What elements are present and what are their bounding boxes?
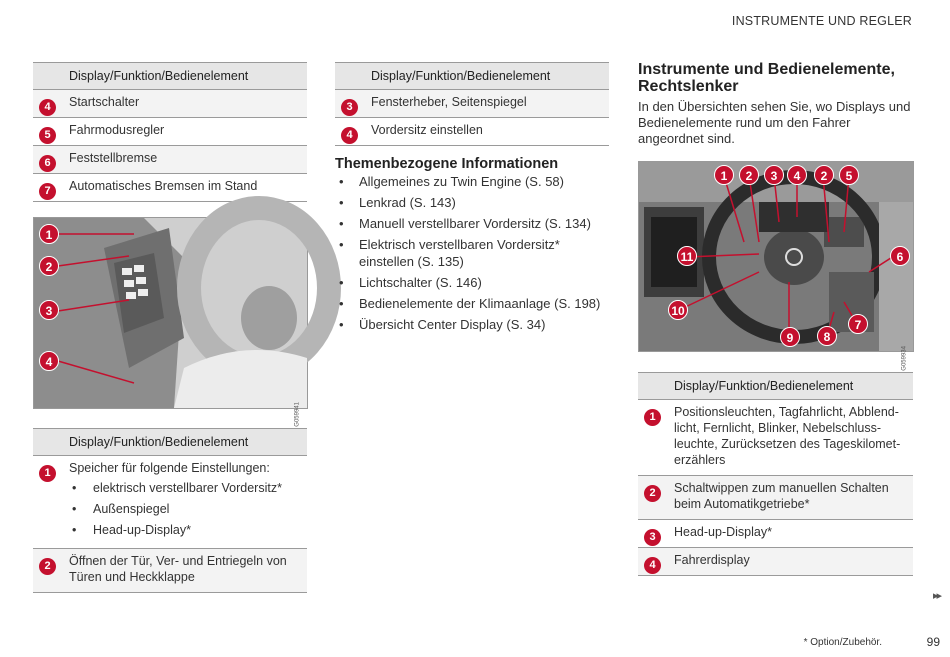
table-row <box>33 146 307 174</box>
row-text: Öffnen der Tür, Ver- und Entriegeln von Türen und Heckklappe <box>63 549 307 593</box>
row-text: Positionsleuchten, Tagfahrlicht, Abblend-licht, Fernlicht, Blinker, Nebelschluss-leuchte, Zurücksetzen des Tageskilomet-erzählers <box>668 400 913 476</box>
table-row <box>638 476 913 520</box>
number-badge: 2 <box>39 558 56 575</box>
number-badge: 4 <box>341 127 358 144</box>
column-right <box>638 61 913 576</box>
list-item: • Außenspiegel <box>69 499 301 520</box>
topic-link[interactable]: • Manuell verstellbarer Vordersitz (S. 134) <box>335 215 609 232</box>
page-number: 99 <box>926 635 940 649</box>
callout-9: 9 <box>780 327 800 347</box>
list-item: • elektrisch verstellbarer Vordersitz* <box>69 478 301 499</box>
number-badge: 1 <box>39 465 56 482</box>
topic-link[interactable]: • Übersicht Center Display (S. 34) <box>335 316 609 333</box>
number-badge: 2 <box>644 485 661 502</box>
topic-link[interactable]: • Lichtschalter (S. 146) <box>335 274 609 291</box>
number-badge: 6 <box>39 155 56 172</box>
row-text: Automatisches Bremsen im Stand <box>63 174 307 202</box>
table-row <box>33 456 307 549</box>
number-badge: 3 <box>341 99 358 116</box>
controls-table-1 <box>33 62 307 202</box>
callout-1: 1 <box>714 165 734 185</box>
table-header: Display/Funktion/Bedienelement <box>365 63 609 90</box>
continue-arrows-icon: ▸▸ <box>932 590 940 602</box>
door-panel-illustration <box>34 218 307 408</box>
row-text: Speicher für folgende Einstellungen: <box>69 461 270 475</box>
callout-6: 6 <box>890 246 910 266</box>
door-controls-image <box>33 217 308 427</box>
row-text: Fahrerdisplay <box>668 548 913 576</box>
controls-table-2 <box>33 428 307 593</box>
number-badge: 4 <box>644 557 661 574</box>
image-id: G059934 <box>902 346 908 371</box>
related-topics-list <box>335 173 609 333</box>
number-badge: 5 <box>39 127 56 144</box>
callout-2: 2 <box>39 256 59 276</box>
callout-3: 3 <box>39 300 59 320</box>
row-text: Startschalter <box>63 90 307 118</box>
table-header: Display/Funktion/Bedienelement <box>63 429 307 456</box>
row-text: Head-up-Display* <box>668 520 913 548</box>
table-header: Display/Funktion/Bedienelement <box>668 373 913 400</box>
callout-7: 7 <box>848 314 868 334</box>
table-row <box>335 90 609 118</box>
callout-2: 2 <box>739 165 759 185</box>
callout-4: 4 <box>39 351 59 371</box>
number-badge: 3 <box>644 529 661 546</box>
related-topics-title: Themenbezogene Informationen <box>335 156 559 172</box>
footnote: * Option/Zubehör. <box>803 637 882 648</box>
row-text: Schaltwippen zum manuellen Schalten beim Automatikgetriebe* <box>668 476 913 520</box>
row-text: Feststellbremse <box>63 146 307 174</box>
column-middle <box>335 62 609 337</box>
number-badge: 4 <box>39 99 56 116</box>
intro-text: In den Übersichten sehen Sie, wo Displays und Bedienelemente rund um den Fahrer angeordnet sind. <box>638 99 911 146</box>
topic-link[interactable]: • Allgemeines zu Twin Engine (S. 58) <box>335 173 609 190</box>
topic-link[interactable]: • Bedienelemente der Klimaanlage (S. 198) <box>335 295 609 312</box>
column-left <box>33 62 307 593</box>
row-text: Fensterheber, Seitenspiegel <box>365 90 609 118</box>
cockpit-image <box>638 161 914 371</box>
number-badge: 7 <box>39 183 56 200</box>
section-title: Instrumente und Bedienelemente, Rechtslenker <box>638 61 895 95</box>
table-row <box>335 118 609 146</box>
topic-link[interactable]: • Lenkrad (S. 143) <box>335 194 609 211</box>
table-row <box>638 520 913 548</box>
callout-1: 1 <box>39 224 59 244</box>
row-text: Vordersitz einstellen <box>365 118 609 146</box>
memory-list <box>69 478 301 541</box>
callout-5: 5 <box>839 165 859 185</box>
callout-8: 8 <box>817 326 837 346</box>
row-text: Fahrmodusregler <box>63 118 307 146</box>
controls-table-3 <box>335 62 609 146</box>
table-row <box>33 118 307 146</box>
controls-table-4 <box>638 372 913 576</box>
image-id: G059941 <box>295 402 301 427</box>
callout-2b: 2 <box>814 165 834 185</box>
table-row <box>33 90 307 118</box>
list-item: • Head-up-Display* <box>69 520 301 541</box>
callout-10: 10 <box>668 300 688 320</box>
callout-4: 4 <box>787 165 807 185</box>
table-row <box>638 400 913 476</box>
table-header: Display/Funktion/Bedienelement <box>63 63 307 90</box>
number-badge: 1 <box>644 409 661 426</box>
page-header: INSTRUMENTE UND REGLER <box>731 14 912 28</box>
callout-3: 3 <box>764 165 784 185</box>
topic-link[interactable]: • Elektrisch verstellbaren Vordersitz* einstellen (S. 135) <box>335 236 609 270</box>
table-row <box>33 549 307 593</box>
table-row <box>638 548 913 576</box>
callout-11: 11 <box>677 246 697 266</box>
